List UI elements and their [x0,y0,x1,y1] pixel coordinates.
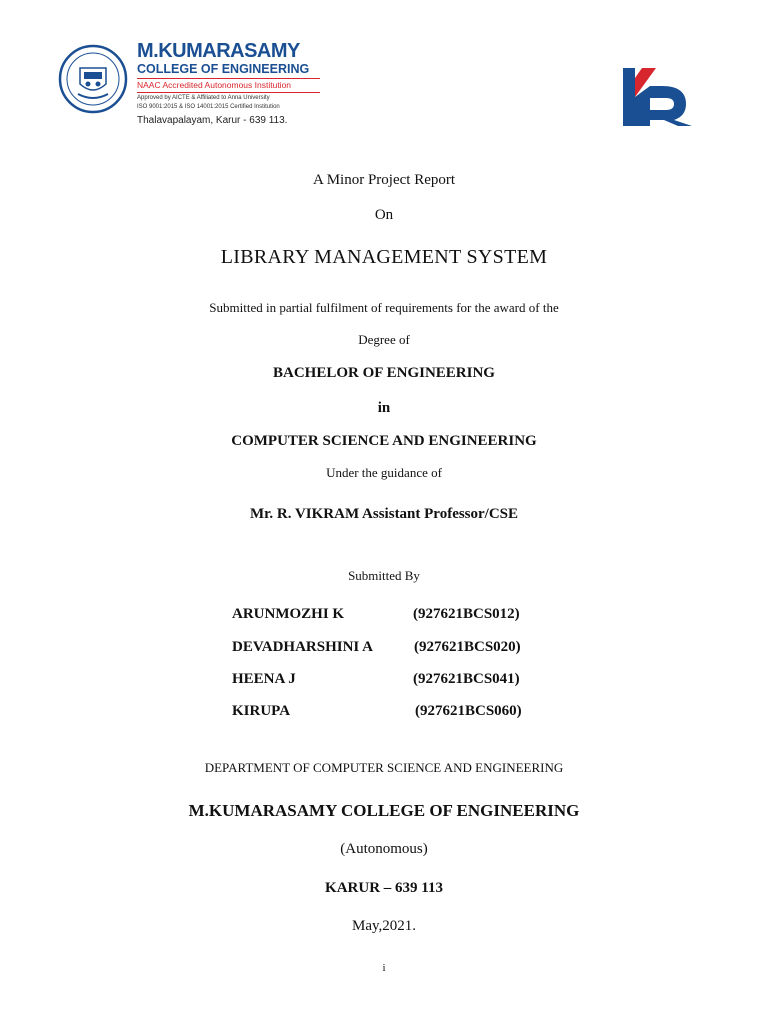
submitted-line: Submitted in partial fulfilment of requirements for the award of the [209,300,559,315]
member-id: (927621BCS020) [414,639,521,655]
guidance-label: Under the guidance of [326,465,442,480]
logo-approval-line1: Approved by AICTE & Affiliated to Anna University [137,95,270,101]
college-logo-text [137,40,337,128]
kr-logo-icon [620,64,696,128]
branch-name: COMPUTER SCIENCE AND ENGINEERING [231,433,537,449]
city-pincode: KARUR – 639 113 [325,880,443,896]
logo-college-sub: COLLEGE OF ENGINEERING [137,62,310,76]
member-name: DEVADHARSHINI A [232,639,374,655]
report-date: May,2021. [351,918,417,934]
member-id: (927621BCS041) [413,671,520,687]
department-name: DEPARTMENT OF COMPUTER SCIENCE AND ENGINEERING [204,760,564,775]
member-id: (927621BCS012) [413,606,520,622]
report-title: LIBRARY MANAGEMENT SYSTEM [220,246,548,268]
degree-of: Degree of [358,332,410,347]
page-number: i [382,962,386,974]
member-id: (927621BCS060) [415,703,522,719]
submitted-by-label: Submitted By [348,568,420,583]
member-name: HEENA J [232,671,296,687]
report-on: On [374,207,394,223]
guide-name: Mr. R. VIKRAM Assistant Professor/CSE [249,506,519,522]
logo-accreditation: NAAC Accredited Autonomous Institution [137,78,320,93]
logo-college-name: M.KUMARASAMY [137,40,300,62]
degree-name: BACHELOR OF ENGINEERING [273,365,495,381]
logo-address: Thalavapalayam, Karur - 639 113. [137,115,288,126]
degree-in: in [377,400,391,416]
member-name: ARUNMOZHI K [232,606,345,622]
college-name: M.KUMARASAMY COLLEGE OF ENGINEERING [188,801,580,820]
report-type: A Minor Project Report [312,172,456,188]
college-emblem-icon [58,44,128,114]
autonomous-label: (Autonomous) [340,841,428,857]
logo-approval-line2: ISO 9001:2015 & ISO 14001:2015 Certified Institution [137,104,280,110]
member-name: KIRUPA [232,703,291,719]
